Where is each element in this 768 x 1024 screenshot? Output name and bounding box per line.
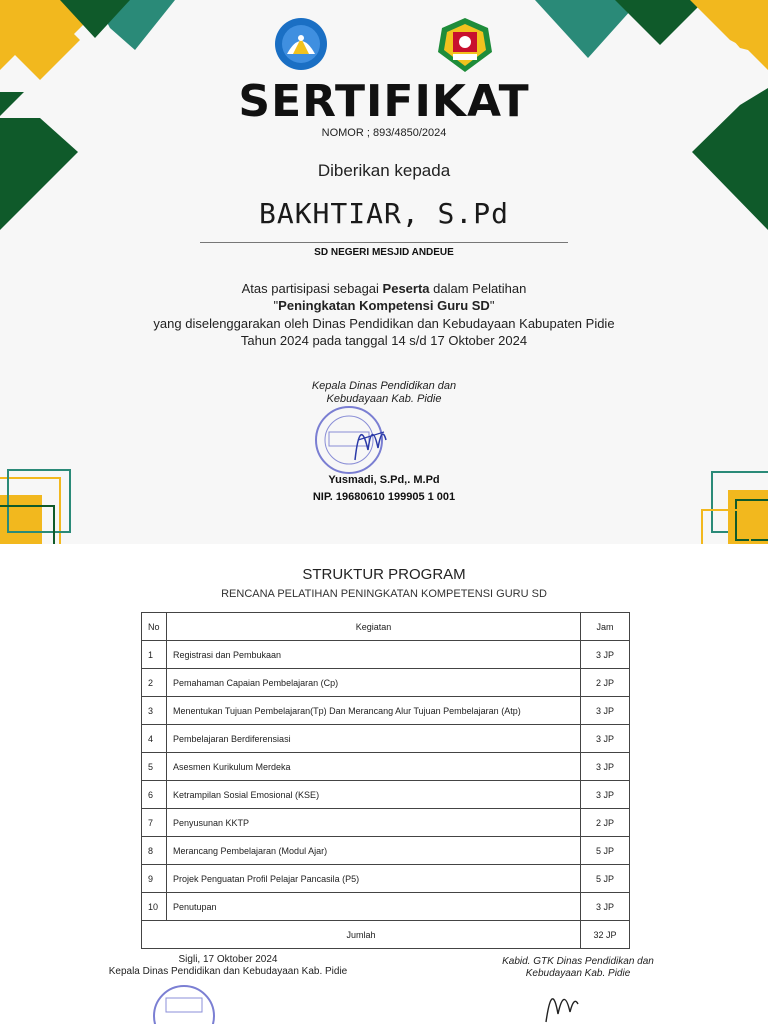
program-page: [0, 552, 768, 1024]
head-signature: [350, 410, 390, 470]
row-no: 8: [142, 837, 167, 865]
footer-signature: [540, 978, 580, 1024]
pidie-regency-emblem: [436, 16, 494, 74]
signer-nip: NIP. 19680610 199905 1 001: [312, 491, 456, 503]
table-row: [142, 781, 630, 809]
header-no: No: [142, 613, 167, 641]
row-jam: 3 JP: [581, 725, 630, 753]
row-no: 10: [142, 893, 167, 921]
row-jam: 5 JP: [581, 865, 630, 893]
row-kegiatan: Pembelajaran Berdiferensiasi: [167, 725, 581, 753]
row-no: 7: [142, 809, 167, 837]
table-row: [142, 893, 630, 921]
row-no: 1: [142, 641, 167, 669]
table-row: [142, 753, 630, 781]
participation-line: [0, 281, 768, 296]
row-kegiatan: Projek Penguatan Profil Pelajar Pancasila (P5): [167, 865, 581, 893]
row-no: 3: [142, 697, 167, 725]
footer-stamp: [152, 982, 216, 1024]
program-table: [141, 612, 630, 949]
date-line: Tahun 2024 pada tanggal 14 s/d 17 Oktober 2024: [240, 333, 528, 348]
table-row: [142, 725, 630, 753]
recipient-name: BAKHTIAR, S.Pd: [258, 197, 509, 230]
row-kegiatan: Registrasi dan Pembukaan: [167, 641, 581, 669]
row-jam: 3 JP: [581, 893, 630, 921]
footer-left-date: Sigli, 17 Oktober 2024: [178, 954, 278, 965]
program-title: STRUKTUR PROGRAM: [302, 566, 466, 583]
row-jam: 3 JP: [581, 753, 630, 781]
table-header-row: [142, 613, 630, 641]
given-to-label: Diberikan kepada: [317, 161, 451, 180]
row-no: 2: [142, 669, 167, 697]
table-row: [142, 809, 630, 837]
row-kegiatan: Pemahaman Capaian Pembelajaran (Cp): [167, 669, 581, 697]
table-row: [142, 641, 630, 669]
table-row: [142, 697, 630, 725]
certificate-number: NOMOR ; 893/4850/2024: [321, 127, 447, 139]
row-no: 6: [142, 781, 167, 809]
table-row: [142, 669, 630, 697]
tut-wuri-handayani-logo: [271, 16, 331, 72]
footer-right-title-2: Kebudayaan Kab. Pidie: [525, 968, 631, 979]
row-jam: 3 JP: [581, 697, 630, 725]
row-kegiatan: Asesmen Kurikulum Merdeka: [167, 753, 581, 781]
row-no: 9: [142, 865, 167, 893]
row-jam: 5 JP: [581, 837, 630, 865]
footer-left-title: Kepala Dinas Pendidikan dan Kebudayaan Kab. Pidie: [108, 966, 348, 977]
program-subtitle: RENCANA PELATIHAN PENINGKATAN KOMPETENSI GURU SD: [221, 588, 547, 600]
row-no: 4: [142, 725, 167, 753]
head-title-2: Kebudayaan Kab. Pidie: [326, 393, 442, 405]
organizer-line: yang diselenggarakan oleh Dinas Pendidikan dan Kebudayaan Kabupaten Pidie: [153, 316, 615, 331]
head-title-1: Kepala Dinas Pendidikan dan: [311, 380, 457, 392]
table-row: [142, 865, 630, 893]
row-kegiatan: Penutupan: [167, 893, 581, 921]
table-total-row: [142, 921, 630, 949]
table-row: [142, 837, 630, 865]
certificate-title: SERTIFIKAT: [238, 76, 530, 127]
program-name-line: "Peningkatan Kompetensi Guru SD": [273, 298, 495, 313]
participation-suffix: dalam Pelatihan: [429, 281, 527, 296]
row-jam: 2 JP: [581, 809, 630, 837]
total-value: 32 JP: [581, 921, 630, 949]
total-label: Jumlah: [142, 921, 581, 949]
row-jam: 3 JP: [581, 781, 630, 809]
participation-prefix: Atas partisipasi sebagai: [241, 281, 383, 296]
header-jam: Jam: [581, 613, 630, 641]
row-kegiatan: Ketrampilan Sosial Emosional (KSE): [167, 781, 581, 809]
row-no: 5: [142, 753, 167, 781]
row-jam: 2 JP: [581, 669, 630, 697]
row-kegiatan: Merancang Pembelajaran (Modul Ajar): [167, 837, 581, 865]
footer-right-title-1: Kabid. GTK Dinas Pendidikan dan: [502, 956, 654, 967]
row-kegiatan: Menentukan Tujuan Pembelajaran(Tp) Dan Merancang Alur Tujuan Pembelajaran (Atp): [167, 697, 581, 725]
name-underline: [200, 242, 568, 243]
participation-role: Peserta: [382, 281, 430, 296]
recipient-school: SD NEGERI MESJID ANDEUE: [314, 247, 454, 258]
row-kegiatan: Penyusunan KKTP: [167, 809, 581, 837]
row-jam: 3 JP: [581, 641, 630, 669]
program-name: Peningkatan Kompetensi Guru SD: [278, 298, 490, 313]
header-kegiatan: Kegiatan: [167, 613, 581, 641]
signer-name: Yusmadi, S.Pd,. M.Pd: [328, 474, 440, 486]
page-gap: [0, 544, 768, 552]
